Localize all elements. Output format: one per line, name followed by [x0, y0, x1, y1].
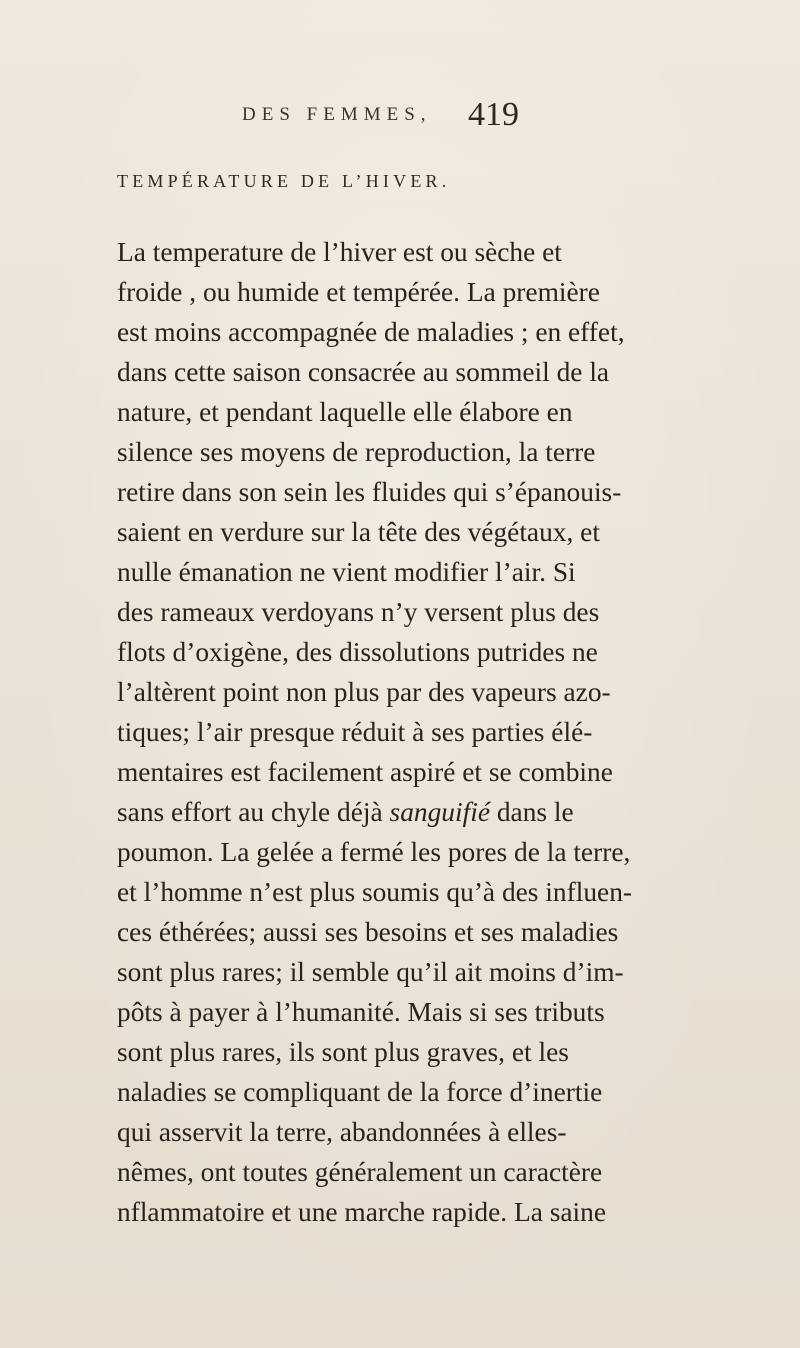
text-line-15-start: sans effort au chyle déjà [117, 797, 383, 827]
section-heading: TEMPÉRATURE DE L’HIVER. [117, 171, 451, 191]
text-line-24: nêmes, ont toutes généralement un caractère [117, 1157, 603, 1187]
text-line-17: et l’homme n’est plus soumis qu’à des influen- [117, 877, 633, 907]
text-line-11: flots d’oxigène, des dissolutions putrides ne [117, 637, 598, 667]
text-line-16: poumon. La gelée a fermé les pores de la terre, [117, 837, 631, 867]
italic-term: sanguifié [389, 797, 490, 827]
text-line-6: silence ses moyens de reproduction, la terre [117, 437, 596, 467]
text-line-13: tiques; l’air presque réduit à ses parties élé- [117, 717, 593, 747]
text-line-8: saient en verdure sur la tête des végétaux, et [117, 517, 600, 547]
text-line-3: est moins accompagnée de maladies ; en effet, [117, 317, 625, 347]
text-line-22: naladies se compliquant de la force d’inertie [117, 1077, 603, 1107]
text-line-19: sont plus rares; il semble qu’il ait moins d’im- [117, 957, 624, 987]
text-line-15 [117, 792, 574, 832]
text-line-5: nature, et pendant laquelle elle élabore en [117, 397, 573, 427]
text-line-9: nulle émanation ne vient modifier l’air. Si [117, 557, 576, 587]
page-number: 419 [468, 96, 519, 133]
text-line-7: retire dans son sein les fluides qui s’épanouis- [117, 477, 622, 507]
text-line-1: La temperature de l’hiver est ou sèche et [117, 237, 562, 267]
text-line-21: sont plus rares, ils sont plus graves, et les [117, 1037, 569, 1067]
text-line-18: ces éthérées; aussi ses besoins et ses maladies [117, 917, 619, 947]
text-line-2: froide , ou humide et tempérée. La première [117, 277, 600, 307]
text-line-20: pôts à payer à l’humanité. Mais si ses tributs [117, 997, 605, 1027]
text-line-10: des rameaux verdoyans n’y versent plus des [117, 597, 600, 627]
text-line-23: qui asservit la terre, abandonnées à elles- [117, 1117, 567, 1147]
text-line-12: l’altèrent point non plus par des vapeurs azo- [117, 677, 611, 707]
text-line-14: mentaires est facilement aspiré et se combine [117, 757, 613, 787]
text-line-4: dans cette saison consacrée au sommeil de la [117, 357, 610, 387]
text-line-25: nflammatoire et une marche rapide. La saine [117, 1197, 606, 1227]
running-head [0, 78, 800, 133]
running-head-title: DES FEMMES, [242, 104, 432, 125]
text-line-15-end: dans le [496, 797, 574, 827]
